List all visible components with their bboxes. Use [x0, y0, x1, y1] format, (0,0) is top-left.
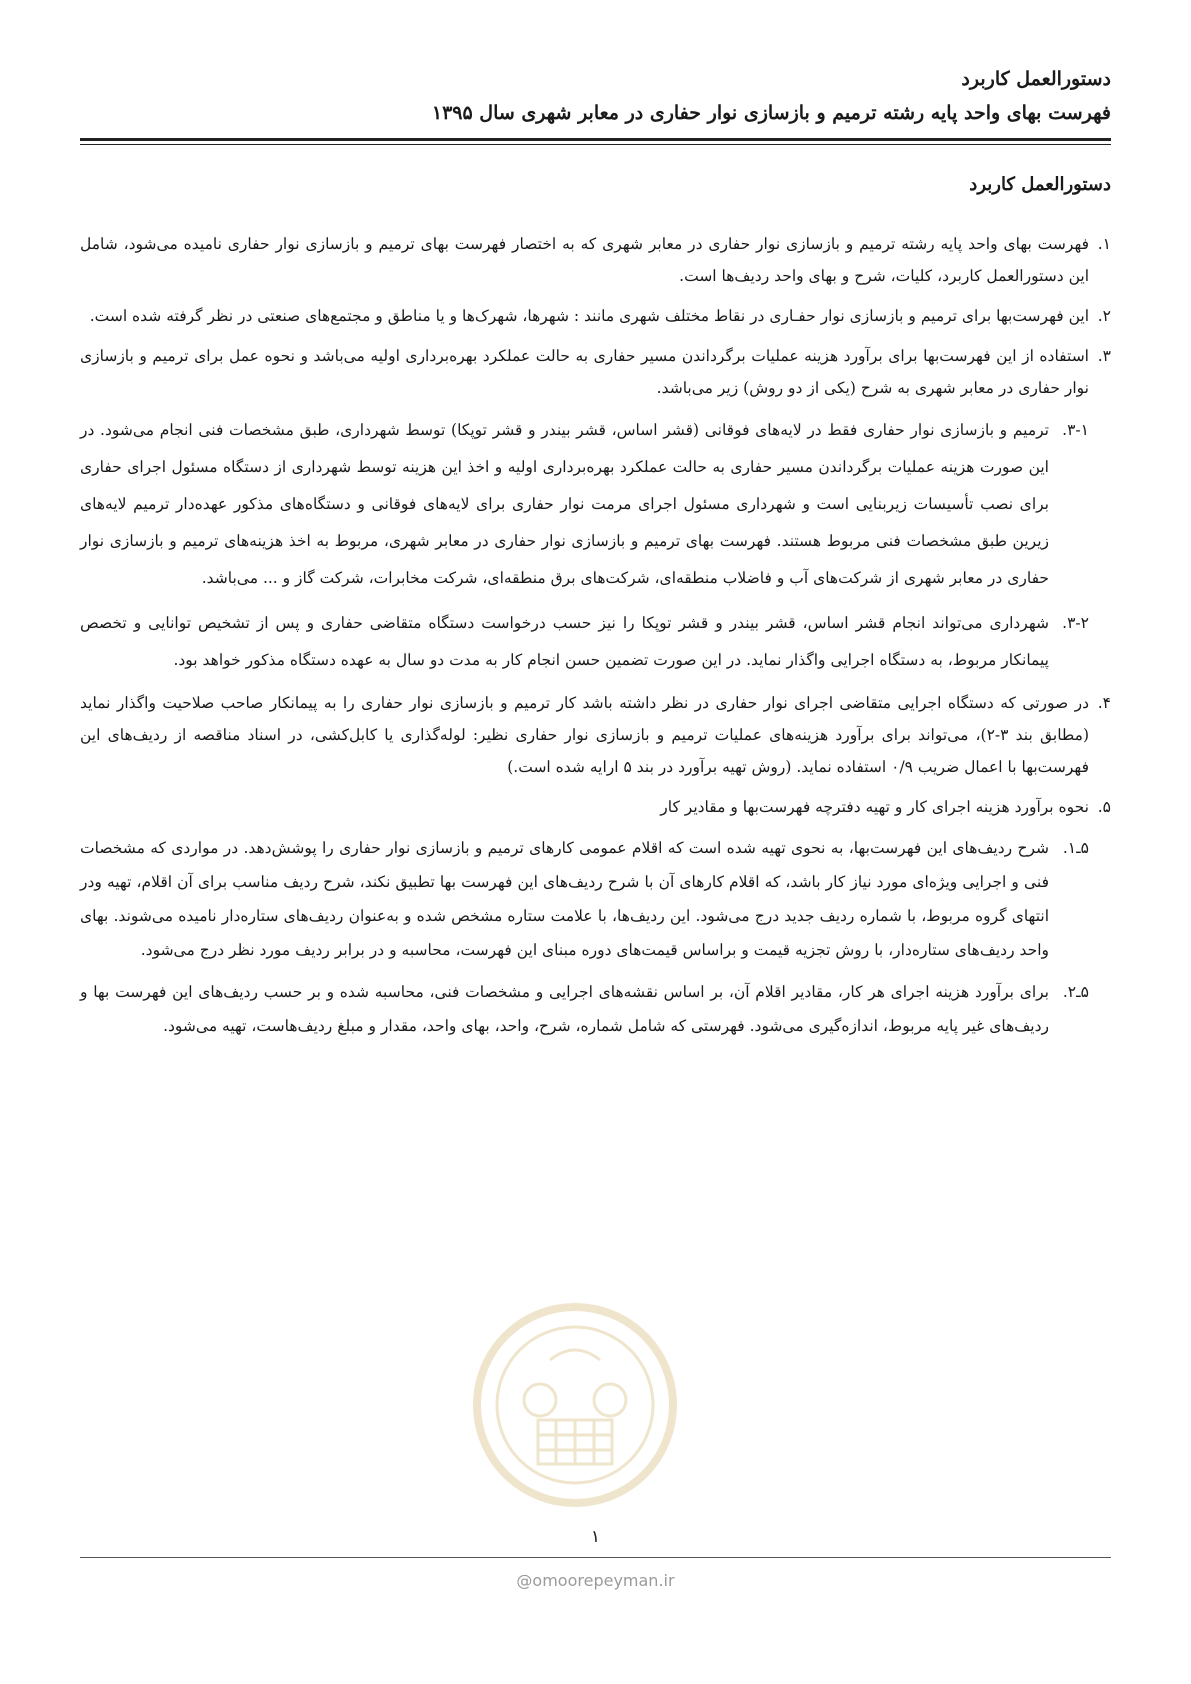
header-rule-thin — [80, 144, 1111, 145]
list-item-3-1 — [80, 412, 1089, 597]
list-item-3 — [80, 340, 1111, 404]
list-item-2 — [80, 300, 1111, 332]
section-title: دستورالعمل کاربرد — [969, 174, 1111, 195]
footer-rule — [80, 1557, 1111, 1558]
list-item-5-1 — [80, 831, 1089, 967]
list-item-5-2 — [80, 975, 1089, 1043]
header-rule-thick — [80, 138, 1111, 141]
item-text: نحوه برآورد هزینه اجرای کار و تهیه دفترچه فهرست‌بها و مقادیر کار — [660, 798, 1089, 816]
item-number: ۴. — [1097, 694, 1111, 712]
item-number: ۵. — [1097, 798, 1111, 816]
footer-url: @omoorepeyman.ir — [516, 1571, 675, 1590]
item-text: ترمیم و بازسازی نوار حفاری فقط در لایه‌های فوقانی (قشر اساس، قشر بیندر و قشر توپکا) توسط شهرداری، طبق مشخصات فنی انجام می‌شود. در این صورت هزینه عملیات برگرداندن مسیر حفاری به حالت عملکرد بهره‌برداری اولیه و اخذ این هزینه توسط شهرداری از دستگاه مسئول اجرای حفاری برای نصب تأسیسات زیربنایی است و شهرداری مسئول اجرای مرمت نوار حفاری برای لایه‌های فوقانی و دستگاه‌های مذکور عهده‌دار ترمیم لایه‌های زیرین طبق مشخصات فنی مربوط هستند. فهرست بهای ترمیم و بازسازی نوار حفاری در معابر شهری، مربوط به اخذ هزینه‌های ترمیم و بازسازی نوار حفاری در معابر شهری از شرکت‌های آب و فاضلاب منطقه‌ای، شرکت‌های برق منطقه‌ای، شرکت مخابرات، شرکت گاز و ... می‌باشد. — [80, 421, 1049, 587]
item-number: ۵ـ۱. — [1062, 839, 1089, 857]
document-body — [80, 228, 1111, 1051]
header-title: دستورالعمل کاربرد — [961, 68, 1111, 90]
list-item-1 — [80, 228, 1111, 292]
item-number: ۳. — [1097, 347, 1111, 365]
item-number: ۳-۲. — [1062, 614, 1089, 632]
page-header — [80, 62, 1111, 130]
item-number: ۲. — [1097, 307, 1111, 325]
list-item-4 — [80, 687, 1111, 783]
watermark-seal-icon — [470, 1300, 680, 1510]
list-item-3-2 — [80, 605, 1089, 679]
item-text: فهرست بهای واحد پایه رشته ترمیم و بازسازی نوار حفاری در معابر شهری که به اختصار فهرست بهای ترمیم و بازسازی نوار حفاری نامیده می‌شود، شامل این دستورالعمل کاربرد، کلیات، شرح و بهای واحد ردیف‌ها است. — [80, 235, 1089, 285]
item-text: این فهرست‌بها برای ترمیم و بازسازی نوار حفـاری در نقاط مختلف شهری مانند : شهرها، شهرک‌ها و یا مناطق و مجتمع‌های صنعتی در نظر گرفته شده است. — [89, 307, 1089, 325]
item-text: استفاده از این فهرست‌بها برای برآورد هزینه عملیات برگرداندن مسیر حفاری به حالت عملکرد بهره‌برداری اولیه می‌باشد و نحوه عمل برای ترمیم و بازسازی نوار حفاری در معابر شهری به شرح (یکی از دو روش) زیر می‌باشد. — [80, 347, 1089, 397]
item-text: شرح ردیف‌های این فهرست‌بها، به نحوی تهیه شده است که اقلام عمومی کارهای ترمیم و بازسازی نوار حفاری را پوشش‌دهد. در مواردی که مشخصات فنی و اجرایی ویژه‌ای مورد نیاز کار باشد، که اقلام کارهای آن با شرح ردیف‌های این فهرست بها تطبیق نکند، شرح ردیف مناسب برای آن اقلام، تهیه ودر انتهای گروه مربوط، با شماره ردیف جدید درج می‌شود. این ردیف‌ها، با علامت ستاره مشخص شده و به‌عنوان ردیف‌های ستاره‌دار نامیده می‌شوند. بهای واحد ردیف‌های ستاره‌دار، با روش تجزیه قیمت و براساس قیمت‌های دوره مبنای این فهرست، محاسبه و در برابر ردیف مورد نظر درج می‌شود. — [80, 839, 1049, 959]
item-text: در صورتی که دستگاه اجرایی متقاضی اجرای نوار حفاری در نظر داشته باشد کار ترمیم و بازسازی نوار حفاری را به پیمانکار صاحب صلاحیت واگذار نماید (مطابق بند ۳-۲)، می‌تواند برای برآورد هزینه‌های عملیات ترمیم و بازسازی نوار حفاری نظیر: لوله‌گذاری یا کابل‌کشی، در اسناد مناقصه از ردیف‌های این فهرست‌بها با اعمال ضریب ۰/۹ استفاده نماید. (روش تهیه برآورد در بند ۵ ارایه شده است.) — [80, 694, 1089, 776]
item-number: ۵ـ۲. — [1062, 983, 1089, 1001]
item-number: ۳-۱. — [1062, 421, 1089, 439]
list-item-5 — [80, 791, 1111, 823]
page-number: ۱ — [590, 1527, 601, 1547]
item-number: ۱. — [1097, 235, 1111, 253]
item-text: شهرداری می‌تواند انجام قشر اساس، قشر بیندر و قشر توپکا را نیز حسب درخواست دستگاه متقاضی حفاری و پس از تشخیص توانایی و تخصص پیمانکار مربوط، به دستگاه اجرایی واگذار نماید. در این صورت تضمین حسن انجام کار به مدت دو سال به عهده دستگاه مذکور خواهد بود. — [80, 614, 1049, 669]
header-subtitle: فهرست بهای واحد پایه رشته ترمیم و بازسازی نوار حفاری در معابر شهری سال ۱۳۹۵ — [431, 102, 1111, 124]
item-text: برای برآورد هزینه اجرای هر کار، مقادیر اقلام آن، بر اساس نقشه‌های اجرایی و مشخصات فنی، محاسبه شده و بر حسب ردیف‌های این فهرست بها و ردیف‌های غیر پایه مربوط، اندازه‌گیری می‌شود. فهرستی که شامل شماره، شرح، واحد، بهای واحد، مقدار و مبلغ ردیف‌هاست، تهیه می‌شود. — [80, 983, 1049, 1035]
